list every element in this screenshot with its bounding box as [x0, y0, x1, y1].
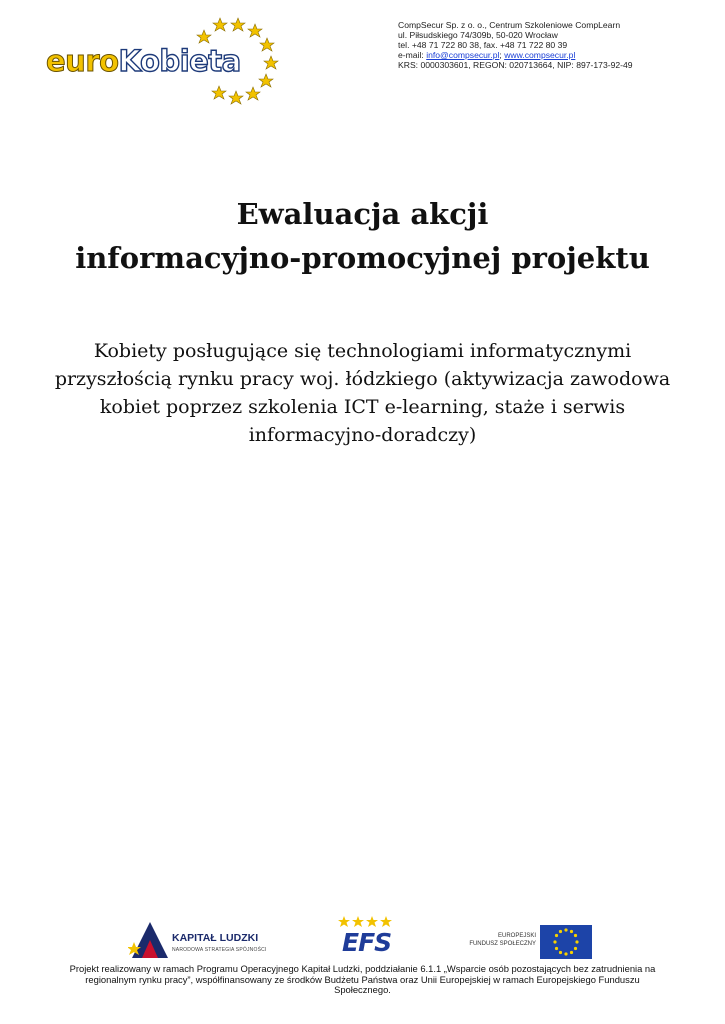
kapital-ludzki-name: KAPITAŁ LUDZKI	[172, 932, 259, 944]
company-phone: tel. +48 71 722 80 38, fax. +48 71 722 80 39	[398, 40, 568, 50]
logo-wordmark	[46, 44, 241, 78]
footer-logos	[0, 912, 725, 964]
website-link[interactable]: www.compsecur.pl	[504, 50, 576, 60]
footer-note	[40, 964, 685, 996]
eu-flag-icon	[540, 925, 592, 959]
subtitle-line: informacyjno-doradczy)	[248, 424, 477, 446]
logo-kobieta: Kobieta	[118, 44, 241, 78]
eu-fund-text	[462, 932, 536, 948]
star-icon	[259, 74, 273, 87]
star-icon	[197, 30, 211, 43]
star-icon	[213, 18, 227, 31]
eu-fund-logo	[458, 922, 598, 962]
logo-euro: euro	[46, 44, 119, 78]
title-line-1: Ewaluacja akcji	[236, 197, 489, 231]
subtitle-line: przyszłością rynku pracy woj. łódzkiego (aktywizacja zawodowa	[54, 368, 671, 390]
document-subtitle	[40, 337, 685, 449]
company-contact	[398, 50, 698, 60]
contact-separator: ;	[499, 50, 505, 60]
company-address: ul. Piłsudskiego 74/309b, 50-020 Wrocław	[398, 30, 558, 40]
eurokobieta-logo	[40, 16, 285, 106]
star-icon	[229, 91, 243, 104]
eu-fund-line-2: FUNDUSZ SPOŁECZNY	[469, 941, 536, 947]
company-registry: KRS: 0000303601, REGON: 020713664, NIP: 897-173-92-49	[398, 60, 633, 70]
star-icon	[212, 86, 226, 99]
footer-note-line: regionalnym rynku pracy”, współfinansowany ze środków Budżetu Państwa oraz Unii Europejskiej w ramach Europejskiego Funduszu	[85, 973, 640, 985]
email-prefix: e-mail:	[398, 50, 427, 60]
kapital-ludzki-subtitle: NARODOWA STRATEGIA SPÓJNOŚCI	[172, 947, 267, 953]
star-icon	[231, 18, 245, 31]
company-info	[398, 20, 698, 70]
star-icon	[246, 87, 260, 100]
footer-note-line: Społecznego.	[334, 984, 391, 995]
efs-label: EFS	[342, 928, 392, 957]
kapital-ludzki-logo	[128, 920, 268, 960]
kapital-ludzki-icon	[128, 920, 168, 960]
title-line-2: informacyjno-promocyjnej projektu	[75, 241, 650, 275]
email-link[interactable]: info@compsecur.pl	[426, 50, 500, 60]
company-name: CompSecur Sp. z o. o., Centrum Szkoleniowe CompLearn	[398, 20, 621, 30]
footer-note-line: Projekt realizowany w ramach Programu Operacyjnego Kapitał Ludzki, poddziałanie 6.1.1 „Wsparcie osób pozostających bez zatrudnienia na	[69, 963, 656, 974]
star-icon	[264, 56, 278, 69]
subtitle-line: Kobiety posługujące się technologiami informatycznymi	[93, 340, 632, 362]
star-icon	[248, 24, 262, 37]
document-title	[0, 192, 725, 280]
subtitle-line: kobiet poprzez szkolenia ICT e-learning, staże i serwis	[99, 396, 626, 418]
star-icon	[260, 38, 274, 51]
eu-fund-line-1: EUROPEJSKI	[497, 933, 536, 939]
efs-logo	[336, 914, 406, 962]
